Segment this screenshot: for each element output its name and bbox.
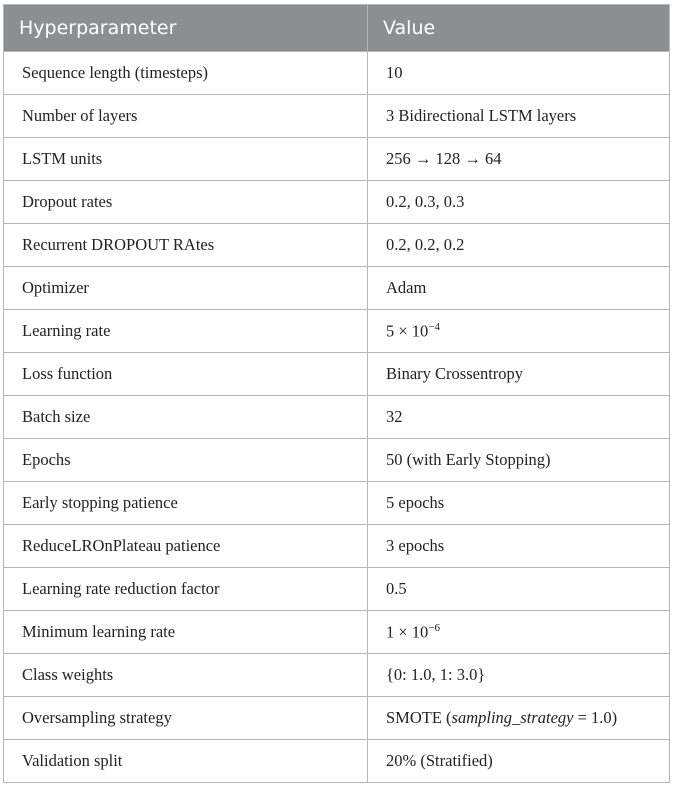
param-cell: Validation split [4, 740, 368, 783]
table-row [4, 396, 670, 439]
table-row [4, 95, 670, 138]
param-cell: Dropout rates [4, 181, 368, 224]
value-cell [368, 310, 670, 353]
value-cell: 0.2, 0.3, 0.3 [368, 181, 670, 224]
value-base: 5 × 10 [386, 321, 429, 341]
value-cell: 0.2, 0.2, 0.2 [368, 224, 670, 267]
param-cell: Optimizer [4, 267, 368, 310]
header-value: Value [368, 5, 670, 52]
param-cell: Number of layers [4, 95, 368, 138]
value-cell: 5 epochs [368, 482, 670, 525]
hyperparameter-table [3, 4, 670, 783]
table-row [4, 697, 670, 740]
param-cell: LSTM units [4, 138, 368, 181]
table-row [4, 52, 670, 95]
value-exponent: −4 [428, 320, 441, 333]
value-cell: 20% (Stratified) [368, 740, 670, 783]
param-cell: Loss function [4, 353, 368, 396]
table-row [4, 611, 670, 654]
value-cell: 50 (with Early Stopping) [368, 439, 670, 482]
param-cell: Recurrent DROPOUT RAtes [4, 224, 368, 267]
table-row [4, 740, 670, 783]
table-row [4, 525, 670, 568]
table-row [4, 353, 670, 396]
param-cell: ReduceLROnPlateau patience [4, 525, 368, 568]
value-pre: SMOTE ( [386, 708, 452, 727]
table-row [4, 310, 670, 353]
param-cell: Sequence length (timesteps) [4, 52, 368, 95]
value-cell: 256 → 128 → 64 [368, 138, 670, 181]
table-row [4, 224, 670, 267]
table-row [4, 181, 670, 224]
table-row [4, 482, 670, 525]
value-cell: Adam [368, 267, 670, 310]
value-base: 1 × 10 [386, 622, 429, 642]
value-cell: Binary Crossentropy [368, 353, 670, 396]
param-cell: Epochs [4, 439, 368, 482]
value-cell: 32 [368, 396, 670, 439]
value-cell: 3 epochs [368, 525, 670, 568]
param-cell: Learning rate reduction factor [4, 568, 368, 611]
param-cell: Early stopping patience [4, 482, 368, 525]
value-italic: sampling_strategy [451, 708, 574, 727]
value-exponent: −6 [428, 621, 441, 634]
table-row [4, 654, 670, 697]
value-cell: 10 [368, 52, 670, 95]
value-cell: 0.5 [368, 568, 670, 611]
value-cell [368, 611, 670, 654]
param-cell: Oversampling strategy [4, 697, 368, 740]
value-cell: {0: 1.0, 1: 3.0} [368, 654, 670, 697]
header-row [4, 5, 670, 52]
table-row [4, 439, 670, 482]
table-row [4, 568, 670, 611]
value-cell [368, 697, 670, 740]
value-post: = 1.0) [573, 708, 618, 727]
table-row [4, 267, 670, 310]
param-cell: Batch size [4, 396, 368, 439]
param-cell: Minimum learning rate [4, 611, 368, 654]
header-hyperparameter: Hyperparameter [4, 5, 368, 52]
param-cell: Learning rate [4, 310, 368, 353]
param-cell: Class weights [4, 654, 368, 697]
value-cell: 3 Bidirectional LSTM layers [368, 95, 670, 138]
table-row [4, 138, 670, 181]
